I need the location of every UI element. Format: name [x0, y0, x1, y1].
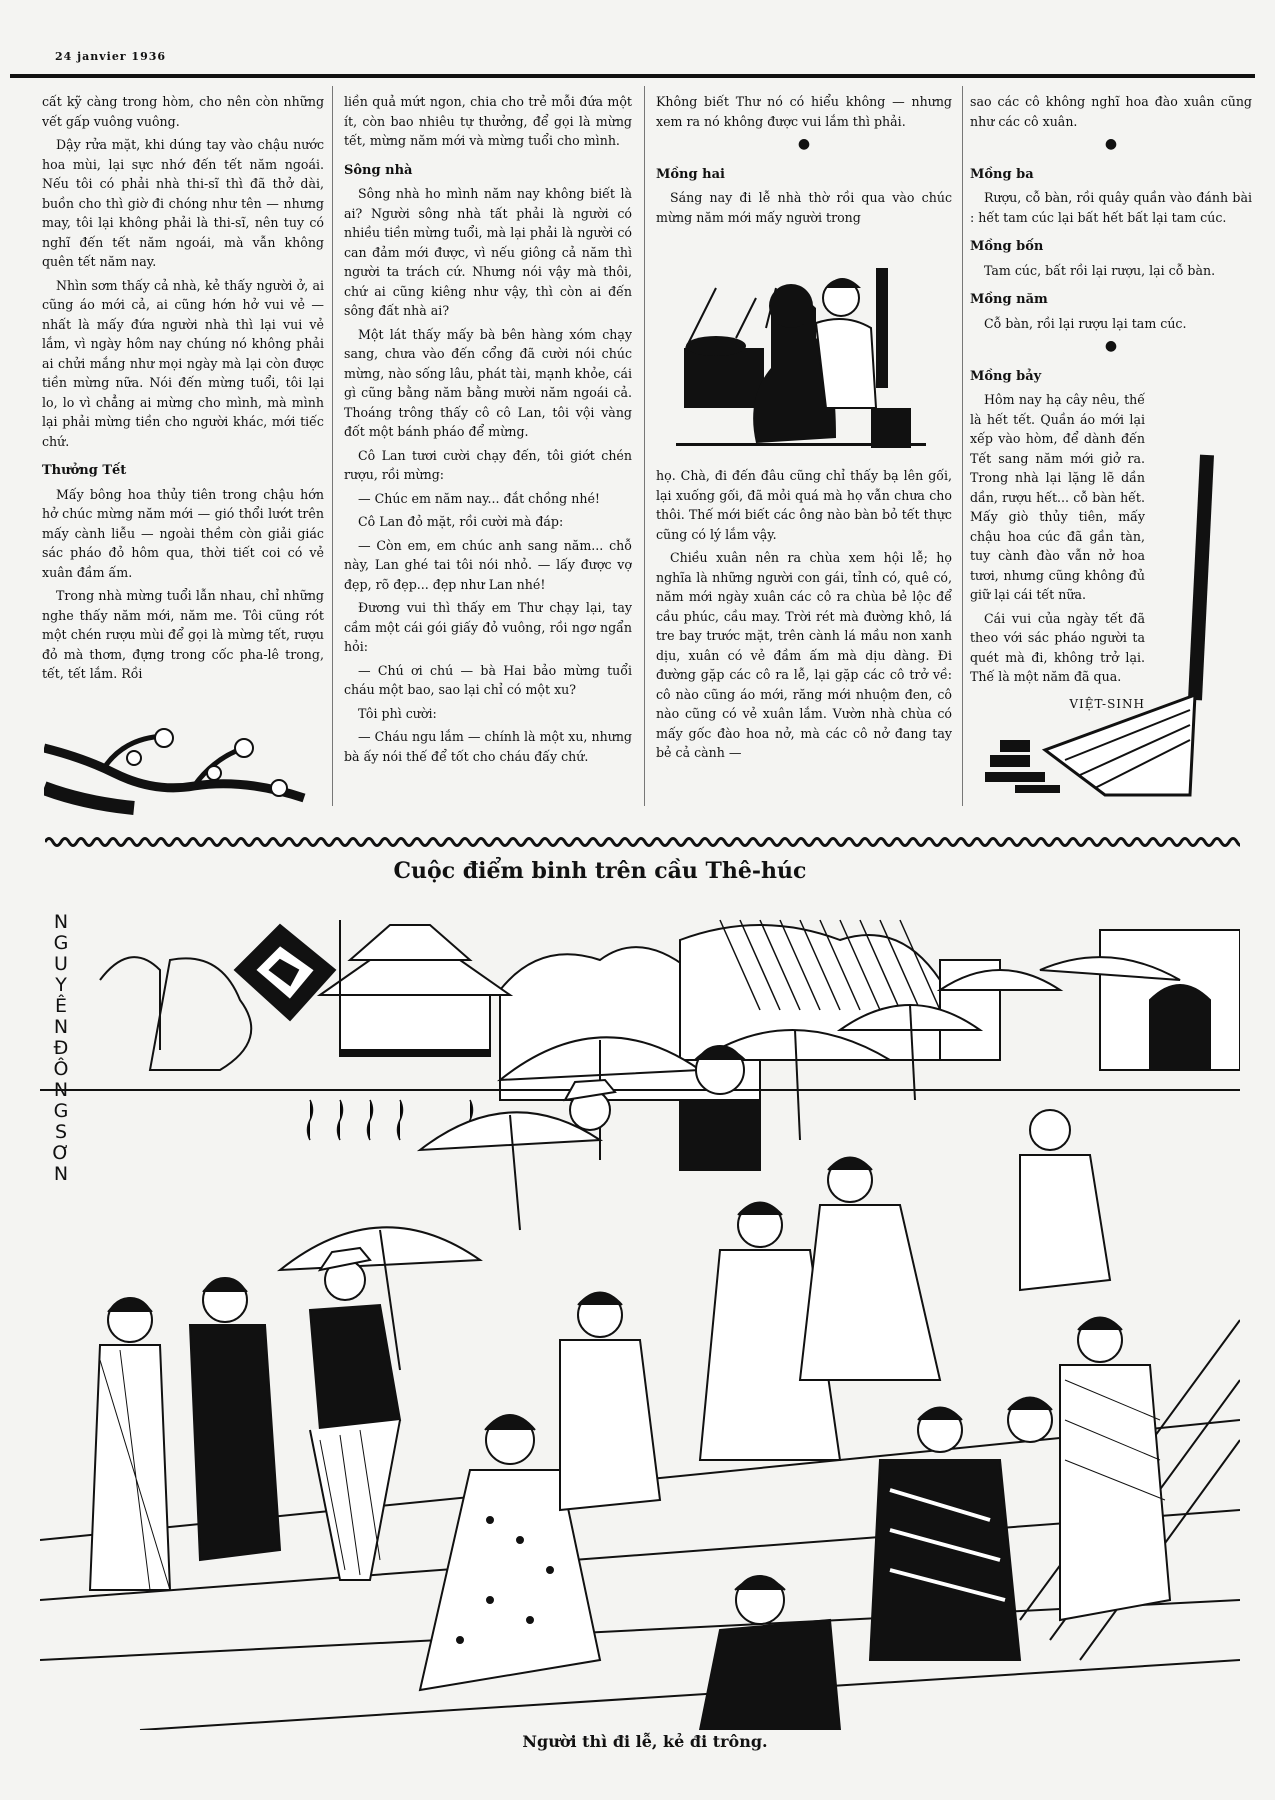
artist-letter: G: [53, 932, 69, 954]
section-heading-mong-bay: Mồng bảy: [970, 368, 1042, 384]
paragraph: Cô Lan tươi cười chạy đến, tôi giớt chén rượu, rồi mừng:: [344, 447, 632, 482]
paragraph: — Chú ơi chú — bà Hai bảo mừng tuổi cháu một bao, sao lại chỉ có một xu?: [344, 662, 632, 697]
paragraph: Nhìn sơm thấy cả nhà, kẻ thấy người ở, ai cũng áo mới cả, ai cũng hớn hở vui vẻ — nhất là mấy đứa người nhà thì lại vui vẻ lắm, vì ngày hôm nay chúng nó không phải ai chửi mắng như mọi ngày mà lại còn được tiền mừng nữa. Nói đến mừng tuổi, tôi lại lo, lo vì chẳng ai mừng cho mình, mà mình lại phải mừng tiền cho người khác, mới tiếc chứ.: [42, 277, 324, 449]
page-header-date: 24 janvier 1936: [55, 50, 167, 63]
section-dot: ●: [1104, 338, 1118, 354]
column-divider: [332, 86, 333, 806]
column-1: [42, 92, 324, 812]
crowd-figures: [90, 1046, 1170, 1730]
section-dot: ●: [797, 136, 811, 152]
broom-illustration: [985, 450, 1240, 810]
paragraph: Cô Lan đỏ mặt, rồi cười mà đáp:: [358, 514, 564, 529]
paragraph: Tam cúc, bất rồi lại rượu, lại cỗ bàn.: [984, 262, 1216, 278]
paragraph: cất kỹ càng trong hòm, cho nên còn những vết gấp vuông vuông.: [42, 94, 324, 129]
paragraph: sao các cô không nghĩ hoa đào xuân cũng như các cô xuân.: [970, 94, 1252, 129]
artist-letter: N: [53, 1079, 69, 1101]
paragraph: Rượu, cỗ bàn, rồi quây quần vào đánh bài : hết tam cúc lại bất hết bất lại tam cúc.: [970, 190, 1252, 225]
paragraph: họ. Chà, đi đến đâu cũng chỉ thấy bạ lên gối, lại xuống gối, đã mỏi quá mà họ vẫn chưa cho thôi. Thế mới biết các ông nào bàn bỏ tết thực cũng có lý lắm vậy.: [656, 468, 952, 542]
paragraph: — Chúc em năm nay... đắt chồng nhé!: [358, 490, 600, 506]
header-rule: [10, 74, 1255, 78]
section-dot: ●: [1104, 136, 1118, 152]
artist-letter: Ô: [53, 1058, 69, 1080]
paragraph: Cỗ bàn, rồi lại rượu lại tam cúc.: [984, 315, 1187, 331]
paragraph: Hôm nay hạ cây nêu, thế là hết tết. Quần áo mới lại xếp vào hòm, để dành đến Tết sang năm mới giở ra. Trong nhà lại lặng lẽ dần dần, rượu hết... cỗ bàn hết. Mấy giò thủy tiên, mấy chậu hoa cúc đã gần tàn, tuy cành đào vẫn nở hoa tươi, nhưng cũng không đủ giữ lại cái tết nữa.: [970, 392, 1145, 602]
gate-building: [940, 930, 1240, 1070]
paragraph: — Cháu ngu lắm — chính là một xu, nhưng bà ấy nói thế để tốt cho cháu đấy chứ.: [344, 729, 632, 764]
column-divider: [644, 86, 645, 806]
column-3-top: [656, 92, 952, 247]
column-divider: [962, 86, 963, 806]
paragraph: — Còn em, em chúc anh sang năm... chỗ này, Lan ghé tai tôi nói nhỏ. — lấy được vợ đẹp, rõ đẹp... đẹp như Lan nhé!: [344, 537, 632, 592]
section-heading-mong-ba: Mồng ba: [970, 166, 1034, 182]
cartoon-the-huc-bridge: [40, 900, 1240, 1730]
artist-letter: Ê: [54, 995, 67, 1017]
paragraph: liền quả mứt ngon, chia cho trẻ mỗi đứa một ít, còn bao nhiêu tự thưởng, để gọi là mừng tết, mừng năm mới và mừng tuổi cho mình.: [344, 94, 632, 148]
author-signature: VIỆT-SINH: [1069, 696, 1145, 711]
section-heading-song-nha: Sông nhà: [344, 162, 413, 178]
artist-letter: N: [53, 1016, 69, 1038]
paragraph: Dậy rửa mặt, khi dúng tay vào chậu nước hoa mùi, lại sực nhớ đến tết năm ngoái. Nếu tôi có phải nhà thi-sĩ thì đã thở dài, buồn cho thì giờ đi chóng như tên — nhưng may, tôi lại không phải là thi-sĩ, nên tuy có nghĩ đến tết năm ngoái, mà vẫn không quên tết năm nay.: [42, 137, 324, 269]
paragraph: Đương vui thì thấy em Thư chạy lại, tay cầm một cái gói giấy đỏ vuông, rồi ngơ ngẩn hỏi:: [344, 600, 632, 654]
paragraph: Mấy bông hoa thủy tiên trong chậu hớn hở chúc mừng năm mới — gió thổi lướt trên mấy cành liễu — ngoài thềm còn giải giác sác pháo đỏ hôm qua, thời tiết coi có vẻ xuân đầm ấm.: [42, 486, 324, 580]
paragraph: Sáng nay đi lễ nhà thờ rồi qua vào chúc mừng năm mới mấy người trong: [656, 190, 952, 225]
artist-letter: U: [54, 953, 68, 975]
artist-letter: N: [53, 1163, 69, 1185]
pagoda: [320, 925, 510, 1056]
paragraph: Tôi phì cười:: [358, 705, 437, 721]
artist-letter: Ơ: [52, 1142, 70, 1164]
plum-blossom-illustration: [44, 728, 326, 816]
wavy-divider: [45, 834, 1240, 850]
paragraph: Một lát thấy mấy bà bên hàng xóm chạy sang, chưa vào đến cổng đã cười nói chúc mừng, nào sống lâu, phát tài, mạnh khỏe, cái gì cũng bằng năm bằng mười năm ngoái cả. Thoáng trông thấy cô cô Lan, tôi vội vàng đốt một bánh pháo để mừng.: [344, 326, 632, 439]
section-heading-mong-hai: Mồng hai: [656, 166, 725, 182]
column-3-bottom: [656, 466, 952, 818]
section-heading-mong-bon: Mồng bốn: [970, 239, 1044, 254]
paragraph: Không biết Thư nó có hiểu không — nhưng xem ra nó không được vui lắm thì phải.: [656, 94, 952, 129]
column-2: [344, 92, 632, 814]
artist-letter: N: [53, 911, 69, 933]
paragraph: Cái vui của ngày tết đã theo với sác pháo người ta quét mà đi, không trở lại. Thế là một năm đã qua.: [970, 610, 1145, 684]
cartoon-caption: Người thì đi lễ, kẻ đi trông.: [522, 1732, 768, 1751]
section-heading-thuong-tet: Thưởng Tết: [42, 463, 127, 478]
paragraph: Chiều xuân nên ra chùa xem hội lễ; họ nghĩa là những người con gái, tỉnh có, quê có, năm mới ngày xuân các cô ra chùa bẻ lộc để cầu phúc, cầu may. Trời rét mà đường khô, lá tre bay trước mặt, trên cành lá mầu non xanh dịu, xuân có vẻ đầm ấm mà dịu dàng. Đi đường gặp các cô ra lễ, lại gặp các cô trở về: cô nào cũng áo mới, răng mới nhuộm đen, cô nào cũng có vẻ xuân lắm. Vườn nhà chùa có mấy gốc đào hoa nở, mà các cô nở đang tay bẻ cả cành —: [656, 550, 952, 760]
artist-letter: G: [53, 1100, 69, 1122]
church-visit-illustration: [676, 268, 926, 458]
artist-letter: Y: [55, 974, 67, 996]
artist-letter: Đ: [53, 1037, 69, 1059]
paragraph: Trong nhà mừng tuổi lẫn nhau, chỉ những nghe thấy năm mới, năm me. Tôi cũng rót một chén rượu mùi để gọi là mừng tết, rượu đỏ mà thơm, đựng trong cốc pha-lê trong, tết, tết lắm. Rồi: [42, 588, 324, 681]
paragraph: Sông nhà ho mình năm nay không biết là ai? Người sông nhà tất phải là người có nhiều tiền mừng tuổi, mà lại phải là người có can đảm mới được, vì nếu giông cả năm thì người ta trách cứ. Nhưng nói vậy mà thôi, chứ ai cũng kiêng như vậy, thì còn ai đến sông đất nhà ai?: [344, 186, 632, 318]
section-heading-mong-nam: Mồng năm: [970, 292, 1048, 307]
cartoon-title: Cuộc điểm binh trên cầu Thê-húc: [393, 858, 807, 884]
artist-letter: S: [54, 1121, 68, 1143]
